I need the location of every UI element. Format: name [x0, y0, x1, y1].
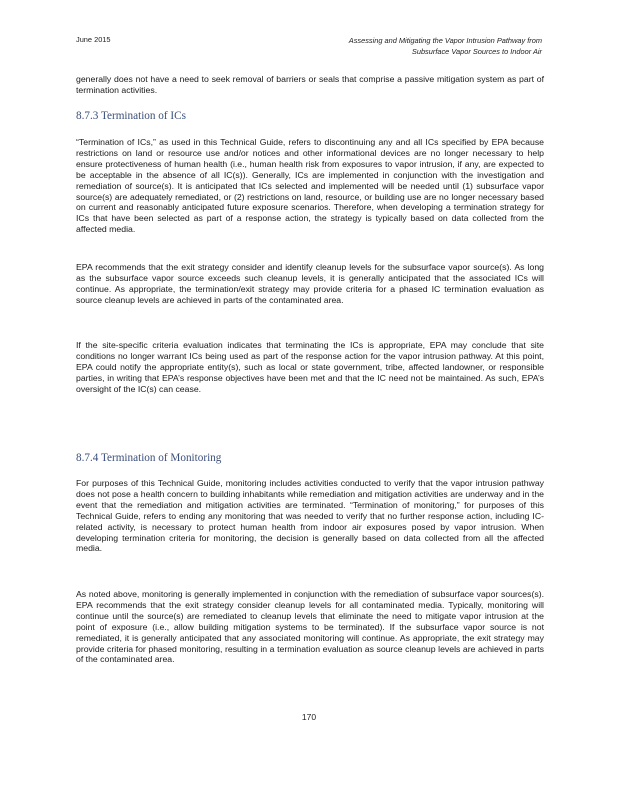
header-title-line1: Assessing and Mitigating the Vapor Intrusion Pathway from: [348, 36, 542, 45]
section-heading-874: 8.7.4 Termination of Monitoring: [76, 452, 222, 464]
header-date: June 2015: [76, 35, 111, 44]
header-title: [349, 35, 542, 57]
intro-paragraph: generally does not have a need to seek removal of barriers or seals that comprise a passive mitigation system as part of termination activities.: [76, 74, 544, 95]
paragraph-873-1: “Termination of ICs,” as used in this Technical Guide, refers to discontinuing any and all ICs specified by EPA because restrictions on land or resource use and/or notices and other informational devices are no longer necessary to help ensure protectiveness of human health (i.e., human health risk from exposures to vapor intrusion, if any, are expected to be acceptable in the absence of all IC(s)). Generally, ICs are implemented in conjunction with the investigation and remediation of source(s). It is anticipated that ICs selected and implemented will be needed until (1) subsurface vapor source(s) are adequately remediated, or (2) restrictions on land, resource, or building use are no longer necessary based on current and reasonably anticipated future exposure scenarios. Therefore, when developing a termination strategy for ICs that have been selected as part of a response action, the strategy is typically based on data collected from the affected media.: [76, 137, 544, 235]
paragraph-873-2: EPA recommends that the exit strategy consider and identify cleanup levels for the subsurface vapor source(s). As long as the subsurface vapor source exceeds such cleanup levels, it is generally anticipated that the associated ICs will continue. As appropriate, the termination/exit strategy may provide criteria for a phased IC termination evaluation as source cleanup levels are achieved in parts of the contaminated area.: [76, 262, 544, 305]
header-title-line2: Subsurface Vapor Sources to Indoor Air: [411, 47, 542, 56]
paragraph-874-1: For purposes of this Technical Guide, monitoring includes activities conducted to verify that the vapor intrusion pathway does not pose a health concern to building inhabitants while remediation and mitigation activities are underway and in the event that the remediation and mitigation activities are terminated. “Termination of monitoring,” for purposes of this Technical Guide, refers to ending any monitoring that was needed to verify that no further response action, including IC-related activity, is necessary to protect human health from indoor air exposures posed by vapor intrusion. When developing termination criteria for monitoring, the decision is generally based on data collected from all the affected media.: [76, 478, 544, 554]
paragraph-874-2: As noted above, monitoring is generally implemented in conjunction with the remediation of subsurface vapor sources(s). EPA recommends that the exit strategy consider cleanup levels for all contaminated media. Typically, monitoring will continue until the source(s) are remediated to cleanup levels that eliminate the need to mitigate vapor intrusion at the point of exposure (i.e., allow building mitigation systems to be terminated). If the subsurface vapor source is not remediated, it is generally anticipated that any associated monitoring will continue. As appropriate, the exit strategy may provide criteria for phased monitoring, resulting in a termination evaluation as source cleanup levels are achieved in parts of the contaminated area.: [76, 589, 544, 665]
section-heading-873: 8.7.3 Termination of ICs: [76, 110, 186, 122]
page-number: 170: [301, 712, 317, 722]
paragraph-873-3: If the site-specific criteria evaluation indicates that terminating the ICs is appropriate, EPA may conclude that site conditions no longer warrant ICs being used as part of the response action for the vapor intrusion pathway. At this point, EPA could notify the appropriate entity(s), such as local or state government, tribe, affected landowner, or responsible parties, in writing that EPA’s response objectives have been met and that the IC need not be maintained. As such, EPA’s oversight of the IC(s) can cease.: [76, 340, 544, 394]
